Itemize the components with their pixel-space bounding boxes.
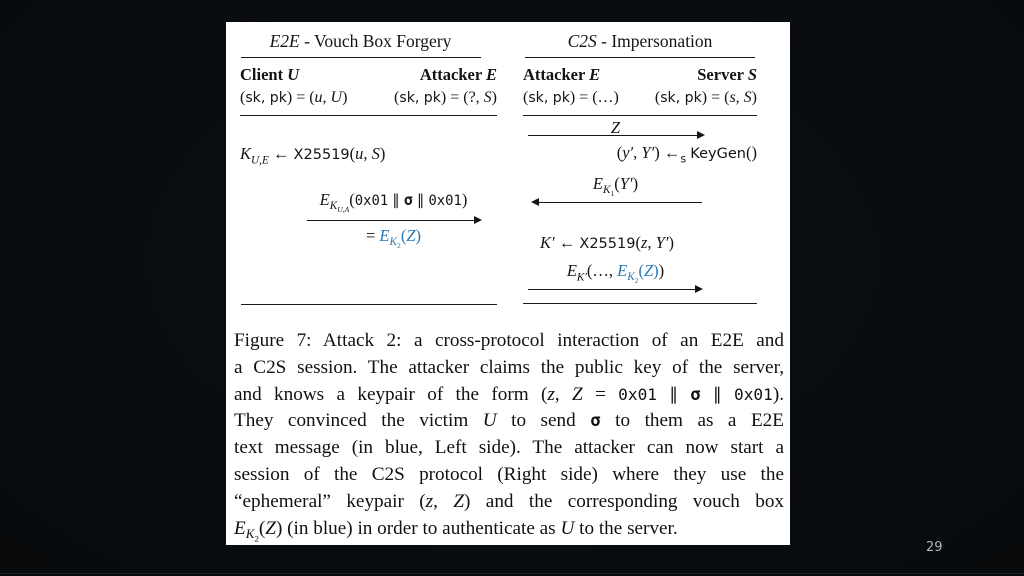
right-header-rule <box>523 115 757 116</box>
left-computation: $K_{U,E}$ ← X25519(u, S) <box>240 144 386 167</box>
right-message3-label: $E_{K'}(\dots$, $E_{K_2}(Z)$) <box>566 261 665 286</box>
left-message-label: $E_{K_{U,A}}(0x01$ ∥ σ ∥ 0x01) <box>319 190 468 215</box>
caption-line: a C2S session. The attacker claims the public key of the server, <box>234 356 784 378</box>
left-header-rule <box>240 115 497 116</box>
caption-line: and knows a keypair of the form (z, Z = 0x01 ∥ σ ∥ 0x01). <box>234 383 785 405</box>
right-key-attacker: (sk, pk) = (…) <box>523 89 619 106</box>
left-title-rule <box>241 57 481 58</box>
right-title-rule <box>525 57 755 58</box>
caption-line: They convinced the victim U to send σ to them as a E2E <box>234 410 784 432</box>
slide-bottom-edge <box>0 573 1024 574</box>
right-party-server: Server S <box>697 65 757 84</box>
left-parties-row <box>240 65 497 85</box>
caption-line: “ephemeral” keypair (z, Z) and the corresponding vouch box <box>234 490 785 512</box>
left-party-client: Client U <box>240 65 300 84</box>
right-parties-row <box>523 65 757 85</box>
right-message1-label: Z <box>610 118 621 137</box>
slide-page-number: 29 <box>926 540 943 555</box>
left-key-attacker: (sk, pk) = (?, S) <box>394 89 497 106</box>
right-message3-arrow-right-icon <box>528 289 701 290</box>
right-message1-arrow-right-icon <box>528 135 703 136</box>
right-column-title: C2S - Impersonation <box>567 31 713 51</box>
left-party-attacker: Attacker E <box>419 65 497 84</box>
right-computation-keygen: (y′, Y′) $\leftarrow_s$ KeyGen() <box>616 143 757 166</box>
figure-panel <box>226 22 790 545</box>
left-key-client: (sk, pk) = (u, U) <box>240 89 348 106</box>
right-keys-row <box>523 89 757 107</box>
left-keys-row <box>240 89 497 107</box>
caption-line: session of the C2S protocol (Right side) where they use the <box>234 463 784 485</box>
left-bottom-rule <box>241 304 497 305</box>
caption-line: $E_{K_2}(Z)$ (in blue) in order to authenticate as U to the server. <box>234 517 678 545</box>
right-computation-x25519: K′ ← X25519(z, Y′) <box>540 233 674 252</box>
right-message2-arrow-left-icon <box>533 202 702 203</box>
right-party-attacker: Attacker E <box>523 65 601 84</box>
left-column-title: E2E - Vouch Box Forgery <box>269 31 452 51</box>
right-message2-label: $E_{K_1}(Y')$ <box>592 174 639 199</box>
right-bottom-rule <box>523 303 757 304</box>
caption-line: text message (in blue, Left side). The attacker can now start a <box>234 437 784 459</box>
caption-line: Figure 7: Attack 2: a cross-protocol interaction of an E2E and <box>234 330 784 351</box>
left-message-arrow-right-icon <box>307 220 480 221</box>
right-key-server: (sk, pk) = (s, S) <box>654 89 757 106</box>
figure-caption <box>234 328 785 545</box>
left-message-sublabel: = $E_{K_2}(Z)$ <box>365 226 421 251</box>
